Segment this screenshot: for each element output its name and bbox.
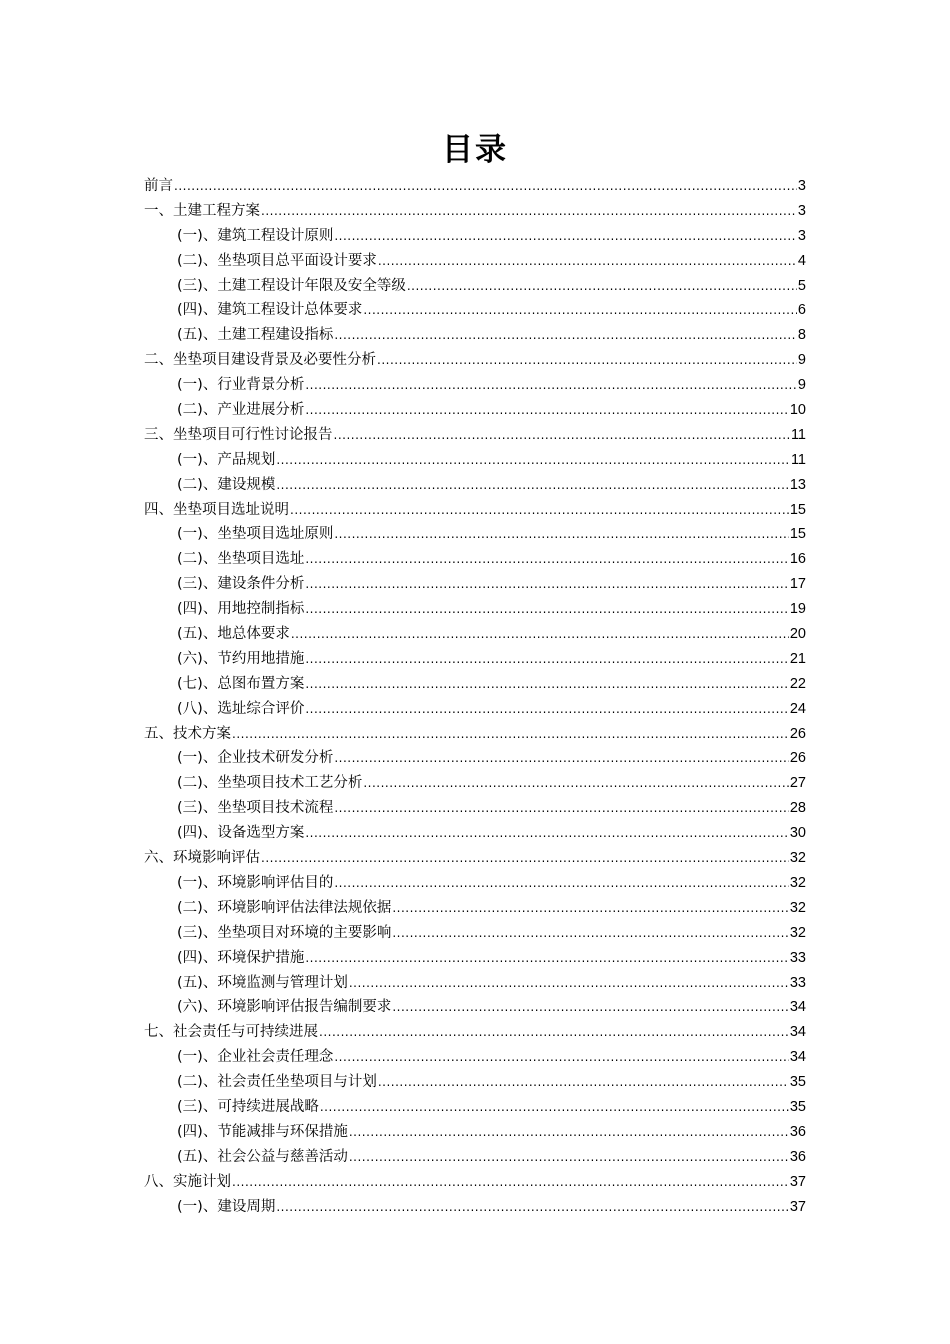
toc-entry-title: (三)、建设条件分析 — [177, 576, 305, 593]
toc-title: 目录 — [442, 132, 508, 168]
toc-page-number: 6 — [797, 302, 806, 319]
toc-entry-title: (四)、建筑工程设计总体要求 — [177, 302, 363, 319]
toc-entry-title: 一、土建工程方案 — [144, 202, 260, 219]
toc-dot-leader — [305, 946, 789, 971]
toc-page-number: 9 — [797, 352, 806, 369]
toc-section-entry[interactable] — [144, 249, 806, 274]
toc-dot-leader — [363, 298, 797, 323]
toc-entry-title: 七、社会责任与可持续进展 — [144, 1024, 318, 1041]
toc-page-number: 32 — [789, 924, 806, 941]
toc-entry-title: 五、技术方案 — [144, 725, 231, 742]
toc-entry-title: (一)、企业技术研发分析 — [177, 750, 334, 767]
toc-page-number: 34 — [789, 1049, 806, 1066]
toc-dot-leader — [305, 597, 789, 622]
toc-page-number: 10 — [789, 402, 806, 419]
toc-page-number: 3 — [797, 227, 806, 244]
toc-dot-leader — [407, 274, 797, 299]
toc-section-entry[interactable] — [144, 771, 806, 796]
toc-chapter-entry[interactable] — [144, 199, 806, 224]
toc-entry-title: (二)、建设规模 — [177, 476, 276, 493]
toc-section-entry[interactable] — [144, 572, 806, 597]
toc-chapter-entry[interactable] — [144, 1170, 806, 1195]
toc-entry-title: (五)、社会公益与慈善活动 — [177, 1148, 348, 1165]
toc-page-number: 13 — [789, 476, 806, 493]
toc-page-number: 30 — [789, 825, 806, 842]
toc-page-number: 8 — [797, 327, 806, 344]
toc-dot-leader — [276, 448, 790, 473]
toc-entry-title: 六、环境影响评估 — [144, 850, 260, 867]
toc-page-number: 11 — [790, 451, 806, 468]
toc-page-number: 32 — [789, 899, 806, 916]
toc-entry-title: (五)、环境监测与管理计划 — [177, 974, 348, 991]
toc-dot-leader — [334, 871, 789, 896]
toc-dot-leader — [334, 423, 790, 448]
toc-dot-leader — [305, 572, 789, 597]
toc-entry-title: (二)、坐垫项目总平面设计要求 — [177, 252, 377, 269]
toc-section-entry[interactable] — [144, 473, 806, 498]
toc-dot-leader — [291, 622, 789, 647]
toc-entry-title: (一)、建筑工程设计原则 — [177, 227, 334, 244]
toc-section-entry[interactable] — [144, 896, 806, 921]
toc-dot-leader — [319, 1020, 789, 1045]
toc-page-number: 37 — [789, 1198, 806, 1215]
toc-page-number: 34 — [789, 1024, 806, 1041]
toc-dot-leader — [392, 896, 789, 921]
toc-page-number: 26 — [789, 725, 806, 742]
toc-page-number: 11 — [790, 426, 806, 443]
toc-section-entry[interactable] — [144, 522, 806, 547]
toc-entry-title: (二)、社会责任坐垫项目与计划 — [177, 1074, 377, 1091]
toc-chapter-entry[interactable] — [144, 722, 806, 747]
toc-dot-leader — [378, 1070, 789, 1095]
toc-section-entry[interactable] — [144, 1145, 806, 1170]
toc-entry-title: 三、坐垫项目可行性讨论报告 — [144, 426, 333, 443]
toc-section-entry[interactable] — [144, 821, 806, 846]
toc-section-entry[interactable] — [144, 946, 806, 971]
toc-section-entry[interactable] — [144, 1045, 806, 1070]
toc-dot-leader — [334, 224, 797, 249]
toc-dot-leader — [305, 373, 797, 398]
toc-section-entry[interactable] — [144, 448, 806, 473]
toc-section-entry[interactable] — [144, 871, 806, 896]
toc-page-number: 5 — [797, 277, 806, 294]
toc-dot-leader — [334, 323, 797, 348]
toc-page-number: 21 — [789, 650, 806, 667]
toc-page-number: 27 — [789, 775, 806, 792]
toc-section-entry[interactable] — [144, 1070, 806, 1095]
toc-page-number: 3 — [797, 202, 806, 219]
toc-dot-leader — [276, 1195, 789, 1220]
toc-dot-leader — [392, 921, 789, 946]
toc-page-number: 33 — [789, 949, 806, 966]
toc-page-number: 15 — [789, 501, 806, 518]
toc-section-entry[interactable] — [144, 298, 806, 323]
toc-entry-title: (一)、建设周期 — [177, 1198, 276, 1215]
toc-section-entry[interactable] — [144, 1095, 806, 1120]
toc-chapter-entry[interactable] — [144, 423, 806, 448]
toc-entry-title: (三)、坐垫项目技术流程 — [177, 800, 334, 817]
toc-entry-title: (一)、环境影响评估目的 — [177, 874, 334, 891]
toc-page-number: 37 — [789, 1173, 806, 1190]
toc-entry-title: (五)、土建工程建设指标 — [177, 327, 334, 344]
toc-section-entry[interactable] — [144, 672, 806, 697]
toc-chapter-entry[interactable] — [144, 498, 806, 523]
toc-dot-leader — [305, 672, 789, 697]
toc-page-number: 33 — [789, 974, 806, 991]
toc-section-entry[interactable] — [144, 746, 806, 771]
toc-dot-leader — [334, 796, 789, 821]
toc-dot-leader — [320, 1095, 789, 1120]
toc-entry-title: 二、坐垫项目建设背景及必要性分析 — [144, 352, 376, 369]
toc-entry-title: (四)、用地控制指标 — [177, 601, 305, 618]
toc-entry-title: (三)、坐垫项目对环境的主要影响 — [177, 924, 392, 941]
toc-page-number: 3 — [797, 178, 806, 194]
toc-page-number: 26 — [789, 750, 806, 767]
toc-list — [144, 174, 806, 1219]
toc-page-number: 28 — [789, 800, 806, 817]
toc-dot-leader — [305, 697, 789, 722]
toc-section-entry[interactable] — [144, 597, 806, 622]
toc-entry-title: (二)、环境影响评估法律法规依据 — [177, 899, 392, 916]
toc-entry-title: 前言 — [144, 178, 173, 194]
toc-section-entry[interactable] — [144, 547, 806, 572]
toc-page-number: 19 — [789, 601, 806, 618]
toc-entry-title: 八、实施计划 — [144, 1173, 231, 1190]
toc-dot-leader — [349, 971, 789, 996]
toc-chapter-entry[interactable] — [144, 846, 806, 871]
toc-dot-leader — [334, 746, 789, 771]
toc-entry-title: (一)、企业社会责任理念 — [177, 1049, 334, 1066]
toc-page-number: 35 — [789, 1098, 806, 1115]
toc-entry-title: (四)、环境保护措施 — [177, 949, 305, 966]
toc-section-entry[interactable] — [144, 995, 806, 1020]
toc-chapter-entry[interactable] — [144, 174, 806, 199]
toc-dot-leader — [305, 821, 789, 846]
toc-entry-title: (四)、设备选型方案 — [177, 825, 305, 842]
toc-page-number: 20 — [789, 626, 806, 643]
toc-section-entry[interactable] — [144, 398, 806, 423]
toc-page-number: 32 — [789, 874, 806, 891]
toc-dot-leader — [232, 722, 789, 747]
toc-page-number: 16 — [789, 551, 806, 568]
toc-dot-leader — [349, 1145, 789, 1170]
toc-dot-leader — [377, 348, 797, 373]
toc-entry-title: (二)、产业进展分析 — [177, 402, 305, 419]
toc-dot-leader — [305, 647, 789, 672]
toc-section-entry[interactable] — [144, 323, 806, 348]
toc-page-number: 9 — [797, 377, 806, 394]
toc-section-entry[interactable] — [144, 921, 806, 946]
toc-dot-leader — [261, 199, 797, 224]
toc-section-entry[interactable] — [144, 224, 806, 249]
toc-page-number: 15 — [789, 526, 806, 543]
toc-page-number: 34 — [789, 999, 806, 1016]
toc-page-number: 32 — [789, 850, 806, 867]
toc-chapter-entry[interactable] — [144, 348, 806, 373]
toc-section-entry[interactable] — [144, 796, 806, 821]
toc-entry-title: (一)、产品规划 — [177, 451, 276, 468]
toc-dot-leader — [378, 249, 797, 274]
toc-section-entry[interactable] — [144, 971, 806, 996]
toc-dot-leader — [232, 1170, 789, 1195]
toc-dot-leader — [276, 473, 789, 498]
toc-page-number: 36 — [789, 1148, 806, 1165]
toc-section-entry[interactable] — [144, 274, 806, 299]
toc-entry-title: (一)、坐垫项目选址原则 — [177, 526, 334, 543]
toc-entry-title: (二)、坐垫项目选址 — [177, 551, 305, 568]
toc-section-entry[interactable] — [144, 622, 806, 647]
toc-entry-title: (三)、可持续进展战略 — [177, 1098, 319, 1115]
toc-dot-leader — [174, 174, 797, 199]
toc-dot-leader — [261, 846, 789, 871]
toc-section-entry[interactable] — [144, 697, 806, 722]
toc-entry-title: 四、坐垫项目选址说明 — [144, 501, 289, 518]
toc-page-number: 22 — [789, 675, 806, 692]
toc-section-entry[interactable] — [144, 647, 806, 672]
toc-page-number: 24 — [789, 700, 806, 717]
toc-section-entry[interactable] — [144, 373, 806, 398]
toc-dot-leader — [334, 522, 789, 547]
toc-entry-title: (八)、选址综合评价 — [177, 700, 305, 717]
toc-page-number: 4 — [797, 252, 806, 269]
toc-entry-title: (六)、节约用地措施 — [177, 650, 305, 667]
toc-entry-title: (五)、地总体要求 — [177, 626, 290, 643]
toc-page-number: 36 — [789, 1123, 806, 1140]
toc-section-entry[interactable] — [144, 1195, 806, 1220]
toc-chapter-entry[interactable] — [144, 1020, 806, 1045]
toc-page-number: 17 — [789, 576, 806, 593]
toc-dot-leader — [305, 398, 789, 423]
toc-entry-title: (三)、土建工程设计年限及安全等级 — [177, 277, 406, 294]
toc-dot-leader — [290, 498, 789, 523]
toc-entry-title: (七)、总图布置方案 — [177, 675, 305, 692]
toc-entry-title: (六)、环境影响评估报告编制要求 — [177, 999, 392, 1016]
toc-entry-title: (二)、坐垫项目技术工艺分析 — [177, 775, 363, 792]
toc-entry-title: (一)、行业背景分析 — [177, 377, 305, 394]
toc-dot-leader — [334, 1045, 789, 1070]
toc-dot-leader — [392, 995, 789, 1020]
toc-section-entry[interactable] — [144, 1120, 806, 1145]
toc-dot-leader — [349, 1120, 789, 1145]
toc-dot-leader — [305, 547, 789, 572]
toc-page-number: 35 — [789, 1074, 806, 1091]
toc-dot-leader — [363, 771, 789, 796]
toc-entry-title: (四)、节能减排与环保措施 — [177, 1123, 348, 1140]
